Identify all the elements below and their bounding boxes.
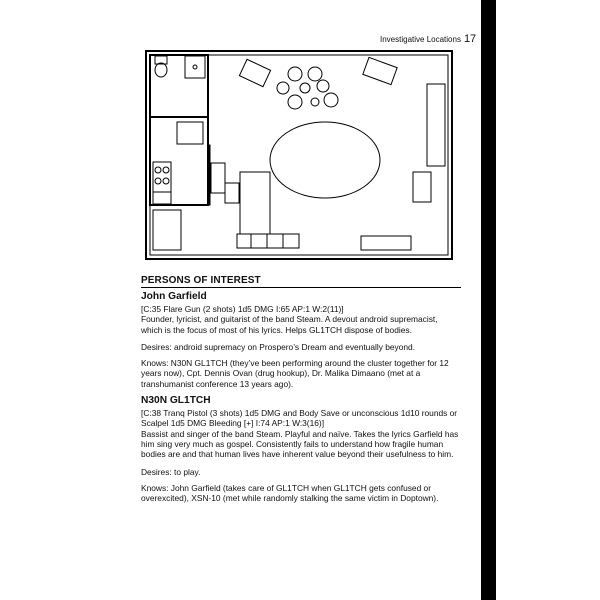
- running-header: [380, 33, 476, 45]
- page-edge-bar: [481, 0, 496, 600]
- drum: [311, 98, 319, 106]
- person-stats: [C:38 Tranq Pistol (3 shots) 1d5 DMG and Body Save or unconscious 1d10 rounds or Scalpel 1d5 DMG Bleeding [+] I:74 AP:1 W:3(16)]: [141, 408, 458, 429]
- drum: [300, 83, 310, 93]
- page-number: 17: [463, 33, 477, 45]
- drum: [308, 67, 322, 81]
- person-entry: [141, 291, 461, 389]
- shower: [185, 56, 205, 78]
- sink: [153, 192, 171, 204]
- person-desires: Desires: android supremacy on Prospero’s Dream and eventually beyond.: [141, 341, 416, 352]
- person-name: N30N GL1TCH: [141, 395, 211, 407]
- outer-wall: [146, 51, 452, 259]
- shower-drain: [193, 65, 197, 69]
- bed: [361, 236, 411, 250]
- chair-right: [413, 172, 431, 202]
- bench: [240, 172, 270, 234]
- inner-wall: [150, 55, 448, 255]
- chair-left: [211, 163, 225, 193]
- stool: [225, 183, 239, 203]
- burner: [163, 178, 169, 184]
- person-name: John Garfield: [141, 291, 207, 302]
- drum: [288, 95, 302, 109]
- partition: [208, 145, 210, 205]
- sofa: [237, 234, 299, 248]
- drum: [288, 67, 302, 81]
- burner: [155, 178, 161, 184]
- counter: [153, 210, 181, 250]
- floor-plan-map: [145, 50, 455, 262]
- person-knows: Knows: John Garfield (takes care of GL1TCH when GL1TCH gets confused or overexcited), XSN-10 (met while randomly stalking the same victim in Doptown).: [141, 482, 439, 504]
- drum: [277, 82, 289, 94]
- burner: [155, 167, 161, 173]
- armchair: [363, 57, 397, 84]
- oval-table: [270, 122, 380, 198]
- drum: [317, 80, 329, 92]
- toilet-bowl: [155, 63, 167, 77]
- cabinet: [177, 122, 203, 144]
- header-section: Investigative Locations: [380, 35, 461, 44]
- drum: [324, 93, 338, 107]
- section-rule: [141, 287, 461, 288]
- persons-list: [141, 291, 461, 509]
- shelf: [427, 84, 445, 166]
- person-description: Bassist and singer of the band Steam. Playful and naïve. Takes the lyrics Garfield has him sing very much as gospel. Consistently fails to understand how fragile human bodies are and that human lives have inherent value beyond their usefulness to him.: [141, 428, 459, 460]
- burner: [163, 167, 169, 173]
- section-title: PERSONS OF INTEREST: [141, 275, 261, 286]
- person-entry: [141, 395, 461, 503]
- person-stats: [C:35 Flare Gun (2 shots) 1d5 DMG I:65 AP:1 W:2(11)]: [141, 304, 344, 314]
- person-desires: Desires: to play.: [141, 466, 201, 477]
- armchair: [239, 59, 270, 86]
- person-description: Founder, lyricist, and guitarist of the band Steam. A devout android supremacist, which is the focus of most of his lyrics. Helps GL1TCH dispose of bodies.: [141, 314, 438, 335]
- stove: [153, 162, 171, 192]
- person-knows: Knows: N30N GL1TCH (they’ve been performing around the cluster together for 12 years now), Cpt. Dennis Ovan (drug hookup), Dr. Malika Dimaano (met at a transhumanist conference 13 years ago).: [141, 358, 449, 389]
